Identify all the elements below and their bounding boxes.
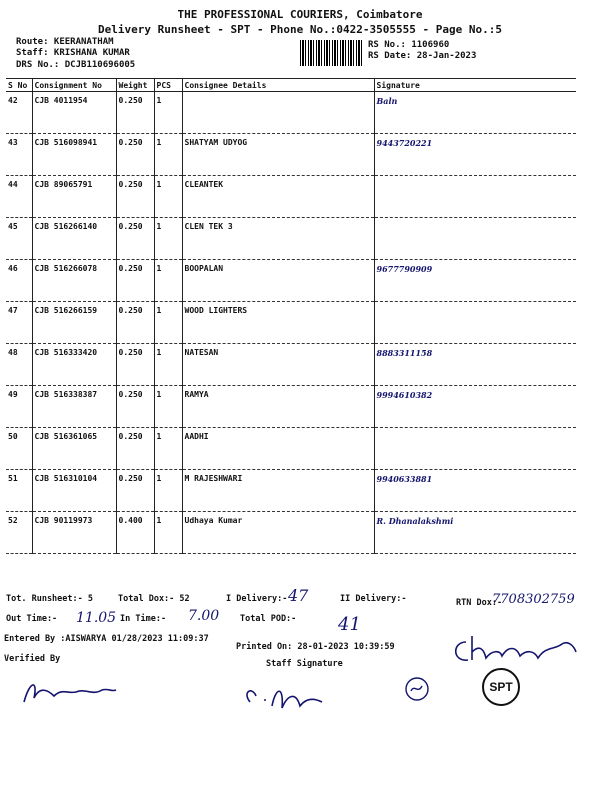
pcs: 1 [154, 470, 182, 512]
in-time-value: 7.00 [188, 608, 220, 624]
col-consignee: Consignee Details [182, 79, 374, 92]
company-title: THE PROFESSIONAL COURIERS, Coimbatore [177, 8, 423, 21]
weight: 0.250 [116, 176, 154, 218]
signature [374, 176, 576, 218]
weight: 0.250 [116, 134, 154, 176]
pcs: 1 [154, 176, 182, 218]
consignee: M RAJESHWARI [182, 470, 374, 512]
consignment-no: CJB 516266140 [32, 218, 116, 260]
ii-delivery-label: II Delivery:- [340, 594, 407, 604]
sno: 49 [6, 386, 32, 428]
staff-signature-label: Staff Signature [266, 659, 343, 669]
pcs: 1 [154, 302, 182, 344]
consignment-no: CJB 516338387 [32, 386, 116, 428]
route: Route: KEERANATHAM [16, 37, 114, 47]
sno: 45 [6, 218, 32, 260]
out-time-value: 11.05 [76, 610, 117, 626]
consignment-no: CJB 4011954 [32, 92, 116, 134]
sno: 52 [6, 512, 32, 554]
printed-on: Printed On: 28-01-2023 10:39:59 [236, 642, 395, 652]
consignee: Udhaya Kumar [182, 512, 374, 554]
table-row [6, 512, 576, 554]
spt-stamp: SPT [482, 668, 520, 706]
pcs: 1 [154, 218, 182, 260]
in-time-label: In Time:- [120, 614, 167, 624]
consignment-no: CJB 516361065 [32, 428, 116, 470]
rtn-phone: 7708302759 [492, 592, 575, 607]
signature: R. Dhanalakshmi [374, 512, 576, 554]
verifier-signature [20, 676, 120, 710]
weight: 0.250 [116, 218, 154, 260]
consignee [182, 92, 374, 134]
out-time-label: Out Time:- [6, 614, 58, 624]
weight: 0.250 [116, 344, 154, 386]
sno: 47 [6, 302, 32, 344]
sno: 51 [6, 470, 32, 512]
sno: 44 [6, 176, 32, 218]
tot-runsheet: Tot. Runsheet:- 5 [6, 594, 93, 604]
weight: 0.400 [116, 512, 154, 554]
weight: 0.250 [116, 302, 154, 344]
table-row [6, 92, 576, 134]
consignment-no: CJB 516310104 [32, 470, 116, 512]
table-row [6, 260, 576, 302]
consignee: RAMYA [182, 386, 374, 428]
weight: 0.250 [116, 428, 154, 470]
col-pcs: PCS [154, 79, 182, 92]
runsheet-table [6, 78, 576, 554]
signature: Baln [374, 92, 576, 134]
rs-number: RS No.: 1106960 [368, 40, 450, 50]
sno: 48 [6, 344, 32, 386]
weight: 0.250 [116, 260, 154, 302]
col-consignment: Consignment No [32, 79, 116, 92]
sno: 43 [6, 134, 32, 176]
pcs: 1 [154, 386, 182, 428]
signature: 8883311158 [374, 344, 576, 386]
signature [374, 302, 576, 344]
table-header-row [6, 79, 576, 92]
rtn-dox-label: RTN Dox:- [456, 598, 503, 608]
pcs: 1 [154, 92, 182, 134]
runsheet-subtitle: Delivery Runsheet - SPT - Phone No.:0422-3505555 - Page No.:5 [98, 23, 502, 36]
receiver-signature [450, 632, 580, 668]
consignment-no: CJB 516333420 [32, 344, 116, 386]
pcs: 1 [154, 344, 182, 386]
total-pod-label: Total POD:- [240, 614, 297, 624]
round-mark [404, 676, 430, 702]
col-sno: S No [6, 79, 32, 92]
sno: 46 [6, 260, 32, 302]
i-delivery-value: 47 [288, 586, 309, 605]
consignment-no: CJB 89065791 [32, 176, 116, 218]
rs-date: RS Date: 28-Jan-2023 [368, 51, 477, 61]
consignment-no: CJB 516266159 [32, 302, 116, 344]
signature [374, 428, 576, 470]
sno: 42 [6, 92, 32, 134]
pcs: 1 [154, 512, 182, 554]
staff: Staff: KRISHANA KUMAR [16, 48, 130, 58]
table-row [6, 302, 576, 344]
signature: 9940633881 [374, 470, 576, 512]
table-row [6, 134, 576, 176]
table-row [6, 176, 576, 218]
table-row [6, 218, 576, 260]
table-row [6, 428, 576, 470]
weight: 0.250 [116, 470, 154, 512]
signature: 9677790909 [374, 260, 576, 302]
sno: 50 [6, 428, 32, 470]
i-delivery-label: I Delivery:- [226, 594, 288, 604]
table-row [6, 344, 576, 386]
consignment-no: CJB 90119973 [32, 512, 116, 554]
staff-signature [240, 682, 330, 716]
consignee: SHATYAM UDYOG [182, 134, 374, 176]
drs-number: DRS No.: DCJB110696005 [16, 60, 136, 70]
consignee: BOOPALAN [182, 260, 374, 302]
signature [374, 218, 576, 260]
signature: 9443720221 [374, 134, 576, 176]
table-row [6, 386, 576, 428]
weight: 0.250 [116, 386, 154, 428]
consignee: AADHI [182, 428, 374, 470]
consignee: CLEANTEK [182, 176, 374, 218]
consignment-no: CJB 516098941 [32, 134, 116, 176]
signature: 9994610382 [374, 386, 576, 428]
verified-by: Verified By [4, 654, 61, 664]
table-row [6, 470, 576, 512]
consignee: CLEN TEK 3 [182, 218, 374, 260]
pcs: 1 [154, 134, 182, 176]
col-weight: Weight [116, 79, 154, 92]
col-signature: Signature [374, 79, 576, 92]
pcs: 1 [154, 428, 182, 470]
weight: 0.250 [116, 92, 154, 134]
consignee: NATESAN [182, 344, 374, 386]
consignee: WOOD LIGHTERS [182, 302, 374, 344]
pcs: 1 [154, 260, 182, 302]
total-pod-value: 41 [338, 614, 361, 635]
barcode [300, 40, 362, 66]
entered-by: Entered By :AISWARYA 01/28/2023 11:09:37 [4, 634, 209, 644]
consignment-no: CJB 516266078 [32, 260, 116, 302]
total-dox: Total Dox:- 52 [118, 594, 190, 604]
